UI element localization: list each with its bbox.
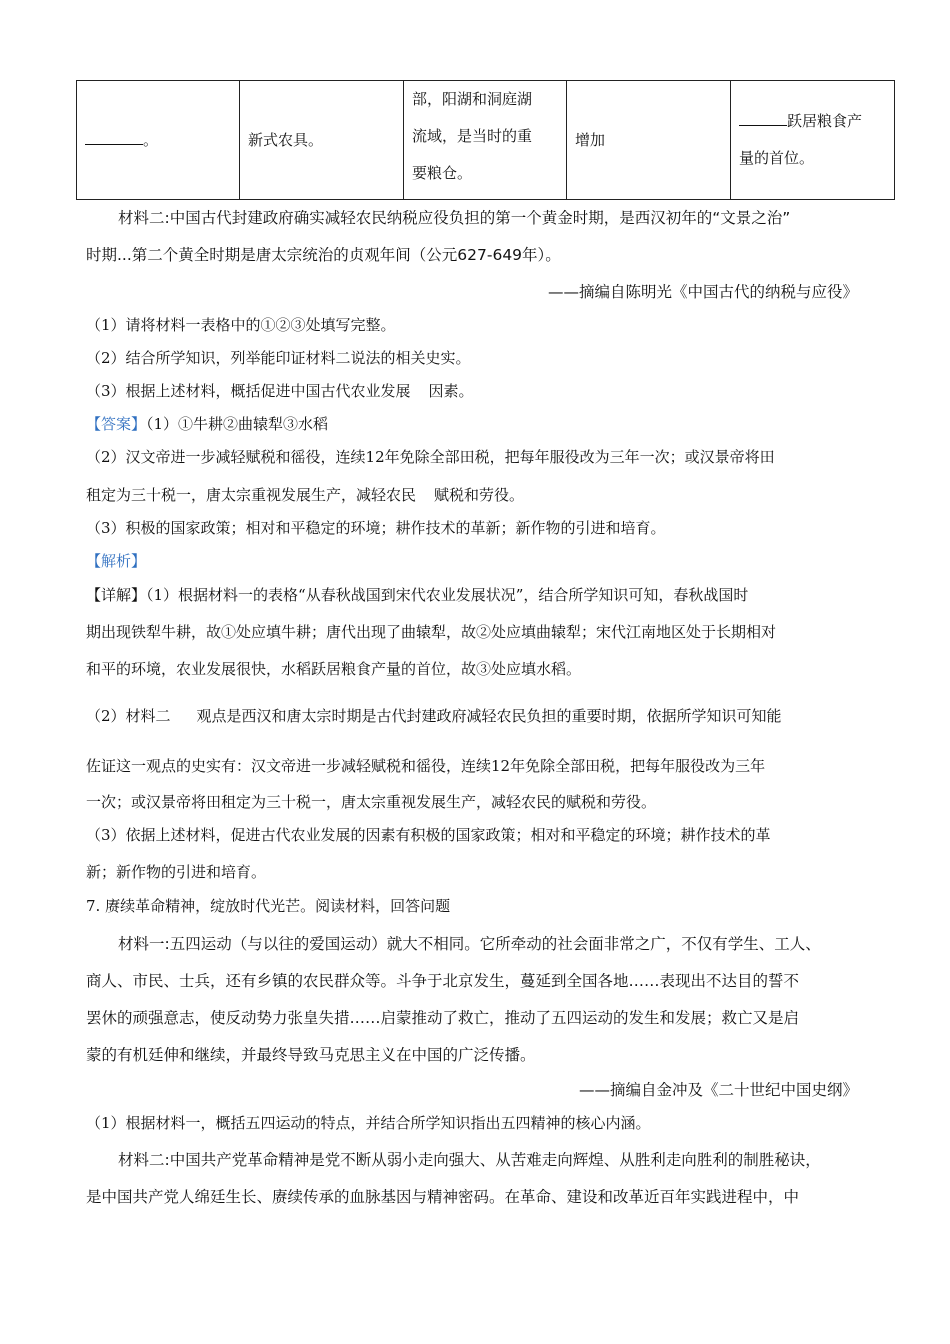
table-cell: 增加 [567, 81, 731, 200]
question-2: （2）结合所学知识，列举能印证材料二说法的相关史实。 [86, 349, 471, 367]
analysis-line: 新；新作物的引进和培育。 [86, 863, 267, 881]
material-two-line: 时期...第二个黄全时期是唐太宗统治的贞观年间（公元627-649年）。 [86, 246, 561, 264]
agriculture-table-fragment [76, 80, 895, 200]
table-cell: 跃居粮食产 量的首位。 [731, 81, 895, 200]
table-cell: 新式农具。 [240, 81, 404, 200]
table-cell: 。 [77, 81, 240, 200]
material-two-line: 材料二:中国共产党革命精神是党不断从弱小走向强大、从苦难走向辉煌、从胜利走向胜利的制胜秘诀， [118, 1151, 821, 1169]
analysis-line: 一次；或汉景帝将田租定为三十税一，唐太宗重视发展生产，减轻农民的赋税和劳役。 [86, 793, 657, 811]
material-one-line: 商人、市民、士兵，还有乡镇的农民群众等。斗争于北京发生，蔓延到全国各地……表现出不达目的誓不 [86, 972, 800, 990]
analysis-line: 佐证这一观点的史实有：汉文帝进一步减轻赋税和徭役，连续12年免除全部田税，把每年服役改为三年 [86, 757, 766, 775]
table-cell: 部，阳湖和洞庭湖 流域，是当时的重 要粮仓。 [404, 81, 567, 200]
fill-blank [85, 128, 143, 145]
analysis-line: （2）材料二 观点是西汉和唐太宗时期是古代封建政府减轻农民负担的重要时期，依据所学知识可知能 [86, 707, 782, 725]
analysis-tag: 【解析】 [86, 552, 147, 570]
analysis-line: 【详解】（1）根据材料一的表格“从春秋战国到宋代农业发展状况”，结合所学知识可知，春秋战国时 [86, 586, 749, 604]
material-one-line: 罢休的顽强意志，使反动势力张皇失措……启蒙推动了救亡，推动了五四运动的发生和发展；救亡又是启 [86, 1009, 800, 1027]
material-two-line: 材料二:中国古代封建政府确实减轻农民纳税应役负担的第一个黄金时期，是西汉初年的“文景之治” [118, 209, 791, 227]
material-one-line: 材料一:五四运动（与以往的爱国运动）就大不相同。它所牵动的社会面非常之广，不仅有学生、工人、 [118, 935, 821, 953]
answer-line: 租定为三十税一，唐太宗重视发展生产，减轻农民 赋税和劳役。 [86, 486, 525, 504]
material-one-line: 蒙的有机廷伸和继续，并最终导致马克思主义在中国的广泛传播。 [86, 1046, 536, 1064]
analysis-line: 和平的环境，农业发展很快，水稻跃居粮食产量的首位，故③处应填水稻。 [86, 660, 582, 678]
material-one-source: ——摘编自金冲及《二十世纪中国史纲》 [578, 1081, 858, 1099]
answer-line: （2）汉文帝进一步减轻赋税和徭役，连续12年免除全部田税，把每年服役改为三年一次；或汉景帝将田 [86, 448, 775, 466]
analysis-line: 期出现铁犁牛耕，故①处应填牛耕；唐代出现了曲辕犁，故②处应填曲辕犁；宋代江南地区处于长期相对 [86, 623, 777, 641]
material-two-line: 是中国共产党人绵廷生长、赓续传承的血脉基因与精神密码。在革命、建设和改革近百年实践进程中，中 [86, 1188, 800, 1206]
table-row [77, 81, 895, 200]
fill-blank [739, 109, 787, 126]
question-7-heading: 7. 赓续革命精神，绽放时代光芒。阅读材料，回答问题 [86, 897, 451, 915]
analysis-line: （3）依据上述材料，促进古代农业发展的因素有积极的国家政策；相对和平稳定的环境；耕作技术的革 [86, 826, 771, 844]
question-7-1: （1）根据材料一，概括五四运动的特点，并结合所学知识指出五四精神的核心内涵。 [86, 1114, 651, 1132]
question-3: （3）根据上述材料，概括促进中国古代农业发展 因素。 [86, 382, 474, 400]
answer-line: （3）积极的国家政策；相对和平稳定的环境；耕作技术的革新；新作物的引进和培育。 [86, 519, 666, 537]
answer-tag: 【答案】（1）①牛耕②曲辕犁③水稻 [86, 415, 329, 433]
material-two-source: ——摘编自陈明光《中国古代的纳税与应役》 [547, 283, 858, 301]
question-1: （1）请将材料一表格中的①②③处填写完整。 [86, 316, 396, 334]
